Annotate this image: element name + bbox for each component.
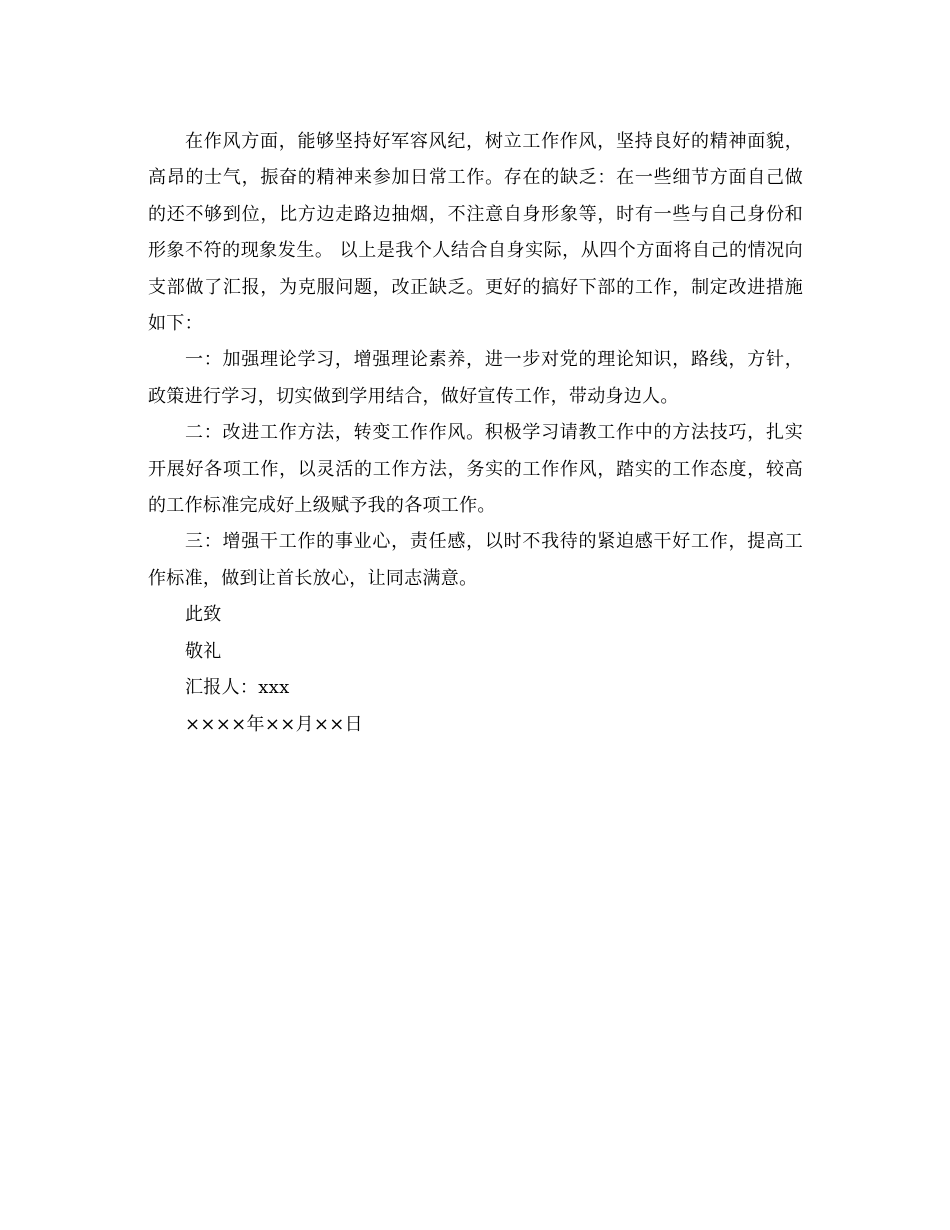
paragraph-conduct: 在作风方面，能够坚持好军容风纪，树立工作作风，坚持良好的精神面貌，高昂的士气，振奋的精神来参加日常工作。存在的缺乏：在一些细节方面自己做的还不够到位，比方边走路边抽烟，不注意自身形象等，时有一些与自己身份和形象不符的现象发生。 以上是我个人结合自身实际，从四个方面将自己的情况向支部做了汇报，为克服问题，改正缺乏。更好的搞好下部的工作，制定改进措施如下： (148, 131, 803, 335)
closing-text: 此致 (185, 604, 222, 626)
reporter-signature: 汇报人：xxx (185, 677, 290, 699)
report-date: ××××年××月××日 (185, 713, 363, 735)
paragraph-measure-two: 二：改进工作方法，转变工作作风。积极学习请教工作中的方法技巧，扎实开展好各项工作，以灵活的工作方法，务实的工作作风，踏实的工作态度，较高的工作标准完成好上级赋予我的各项工作。 (148, 422, 803, 517)
document-body (148, 124, 803, 743)
salutation-text: 敬礼 (185, 640, 222, 662)
paragraph-measure-three: 三：增强干工作的事业心，责任感，以时不我待的紧迫感干好工作，提高工作标准，做到让首长放心，让同志满意。 (148, 531, 803, 589)
paragraph-measure-one: 一：加强理论学习，增强理论素养，进一步对党的理论知识，路线，方针，政策进行学习，切实做到学用结合，做好宣传工作，带动身边人。 (148, 349, 803, 407)
